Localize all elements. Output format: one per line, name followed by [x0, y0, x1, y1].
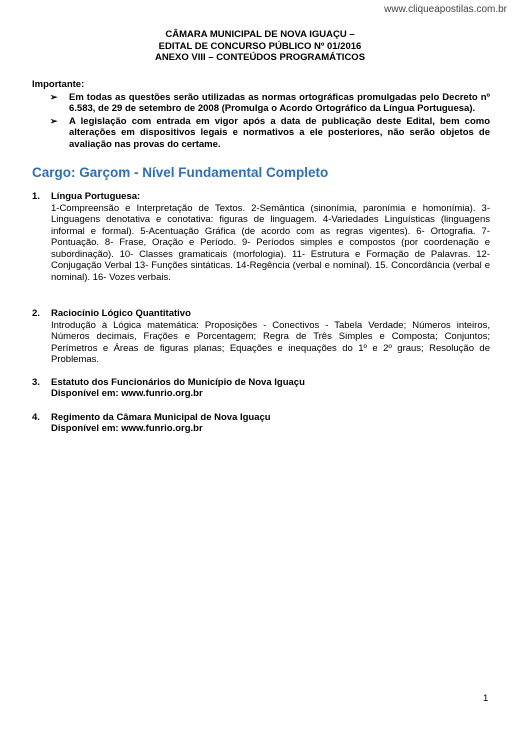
- section-number: 2.: [32, 308, 40, 319]
- header-line-1: CÂMARA MUNICIPAL DE NOVA IGUAÇU –: [165, 29, 355, 40]
- section-title: Raciocínio Lógico Quantitativo: [51, 308, 191, 319]
- section-estatuto: [32, 377, 490, 400]
- important-bullet: [32, 116, 490, 151]
- document-header: [0, 29, 520, 64]
- watermark: www.cliqueapostilas.com.br: [384, 4, 507, 15]
- section-regimento: [32, 412, 490, 435]
- important-notes: [32, 79, 490, 151]
- section-number: 4.: [32, 411, 40, 423]
- section-raciocinio-logico: [32, 308, 490, 366]
- section-number: 1.: [32, 191, 40, 202]
- arrow-bullet-icon: ➢: [50, 91, 58, 102]
- bullet-text: A legislação com entrada em vigor após a data de publicação deste Edital, bem como alterações em dispositivos legais e normativos a ele posteriores, não serão objetos de avaliação nas provas do certame.: [69, 115, 490, 150]
- header-line-3: ANEXO VIII – CONTEÚDOS PROGRAMÁTICOS: [154, 52, 366, 63]
- section-number: 3.: [32, 376, 40, 388]
- important-bullet: [32, 92, 490, 115]
- arrow-bullet-icon: ➢: [50, 115, 58, 126]
- page-number: 1: [483, 693, 489, 704]
- sections-list: [32, 191, 490, 435]
- section-title: Língua Portuguesa:: [51, 191, 141, 202]
- section-title: Estatuto dos Funcionários do Município de Nova Iguaçu: [51, 376, 305, 388]
- bullet-text: Em todas as questões serão utilizadas as normas ortográficas promulgadas pelo Decreto nº 6.583, de 29 de setembro de 2008 (Promulga o Acordo Ortográfico da Língua Portuguesa).: [69, 91, 490, 114]
- section-link-text: Disponível em: www.funrio.org.br: [51, 423, 203, 434]
- header-line-2: EDITAL DE CONCURSO PÚBLICO Nº 01/2016: [158, 40, 362, 52]
- section-title: Regimento da Câmara Municipal de Nova Iguaçu: [51, 411, 271, 423]
- section-text: 1-Compreensão e Interpretação de Textos. 2-Semântica (sinonímia, paronímia e homonímia). 3-Linguagens denotativa e conotativa: figuras de linguagem. 4-Variedades Linguísticas (linguagens informal e formal). 5-Acentuação Gráfica (de acordo com as regras vigentes). 6- Ortografia. 7-Pontuação. 8- Frase, Oração e Período. 9- Períodos simples e compostos (por coordenação e subordinação). 10- Classes gramaticais (morfologia). 11- Estrutura e Formação de Palavras. 12-Conjugação Verbal 13- Funções sintáticas. 14-Regência (verbal e nominal). 15. Concordância (verbal e nominal). 16- Vozes verbais.: [51, 202, 490, 283]
- section-link-text: Disponível em: www.funrio.org.br: [51, 388, 203, 399]
- section-lingua-portuguesa: [32, 191, 490, 283]
- important-title: Importante:: [32, 79, 85, 90]
- cargo-heading: Cargo: Garçom - Nível Fundamental Completo: [32, 165, 329, 180]
- section-text: Introdução à Lógica matemática: Proposições - Conectivos - Tabela Verdade; Números inteiros, Números decimais, Frações e Porcentagem; Regra de Três Simples e Composta; Conjuntos; Perímetros e Áreas de figuras planas; Equações e inequações do 1º e 2º graus; Resolução de Problemas.: [51, 319, 490, 365]
